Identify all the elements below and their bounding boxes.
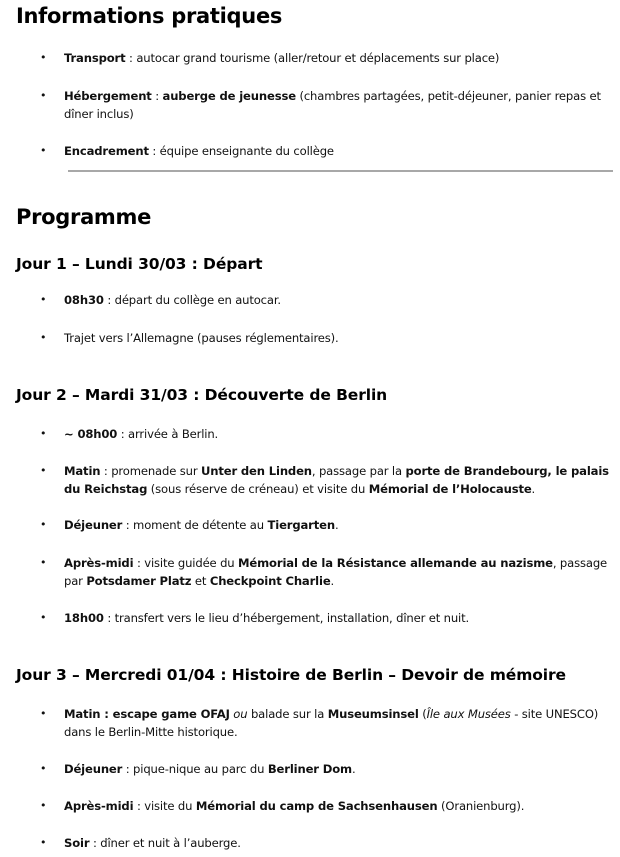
text: . — [351, 762, 356, 776]
list-item-hebergement: • Hébergement : auberge de jeunesse (chambres partagées, petit-déjeuner, panier repas et dîner inclus) — [40, 89, 601, 121]
bold-text: porte de Brandebourg, le palais du Reichstag — [64, 464, 609, 496]
bullet-icon: • — [40, 707, 47, 720]
list-item: • 18h00 : transfert vers le lieu d’hébergement, installation, dîner et nuit. — [40, 611, 470, 625]
text: : visite guidée du — [133, 556, 239, 570]
bold-text: Matin : escape game OFAJ — [64, 707, 230, 721]
text: : promenade sur — [100, 464, 201, 478]
bullet-icon: • — [40, 836, 47, 849]
list-item-encadrement: • Encadrement : équipe enseignante du collège — [40, 144, 334, 158]
text: : dîner et nuit à l’auberge. — [89, 836, 241, 850]
horizontal-divider — [68, 170, 613, 172]
bullet-icon: • — [40, 556, 47, 569]
bullet-icon: • — [40, 799, 47, 812]
bold-text: Mémorial du camp de Sachsenhausen — [195, 799, 438, 813]
section-title-informations: Informations pratiques — [16, 4, 283, 28]
bold-text: Après-midi — [64, 556, 134, 570]
text: : moment de détente au — [122, 518, 268, 532]
text: (sous réserve de créneau) et visite du — [147, 482, 369, 496]
list-item — [40, 462, 616, 498]
bold-text: Après-midi — [64, 799, 134, 813]
list-item — [40, 516, 616, 534]
list-item — [40, 760, 616, 778]
text: balade sur la — [247, 707, 328, 721]
bold-text: Déjeuner — [64, 518, 123, 532]
section-title-programme: Programme — [16, 205, 152, 229]
day-heading-2: Jour 2 – Mardi 31/03 : Découverte de Berlin — [16, 386, 388, 404]
bold-text: Tiergarten — [267, 518, 335, 532]
text: : visite du — [133, 799, 196, 813]
bold-text: Mémorial de la Résistance allemande au nazisme — [238, 556, 553, 570]
text: , passage par — [64, 556, 608, 588]
bold-text: Matin — [64, 464, 101, 478]
list-item: • Trajet vers l’Allemagne (pauses réglementaires). — [40, 331, 339, 345]
text: . — [531, 482, 536, 496]
day-heading-1: Jour 1 – Lundi 30/03 : Départ — [16, 255, 263, 273]
list-item — [40, 554, 616, 590]
bold-text: Checkpoint Charlie — [209, 574, 331, 588]
list-item: • ~ 08h00 : arrivée à Berlin. — [40, 427, 219, 441]
text: et — [191, 574, 210, 588]
bold-text: Déjeuner — [64, 762, 123, 776]
list-item — [40, 834, 616, 852]
bold-text: Soir — [64, 836, 90, 850]
bullet-icon: • — [40, 611, 47, 624]
bold-text: Museumsinsel — [327, 707, 419, 721]
bullet-icon: • — [40, 331, 47, 344]
bullet-icon: • — [40, 518, 47, 531]
bold-text: Potsdamer Platz — [86, 574, 192, 588]
bold-text: Unter den Linden — [200, 464, 312, 478]
italic-text: Île aux Musées — [426, 707, 511, 721]
bullet-icon: • — [40, 51, 47, 64]
text: ( — [418, 707, 427, 721]
bullet-icon: • — [40, 293, 47, 306]
text: (Oranienburg). — [437, 799, 525, 813]
list-item — [40, 705, 616, 741]
bold-text: Mémorial de l’Holocauste — [368, 482, 532, 496]
text: , passage par la — [311, 464, 406, 478]
list-item: • 08h30 : départ du collège en autocar. — [40, 293, 281, 307]
text: - site UNESCO) dans le Berlin-Mitte historique. — [64, 707, 599, 739]
bullet-icon: • — [40, 144, 47, 157]
list-item-transport: • Transport : autocar grand tourisme (aller/retour et déplacements sur place) — [40, 51, 500, 65]
bullet-icon: • — [40, 762, 47, 775]
text: : pique-nique au parc du — [122, 762, 268, 776]
bullet-icon: • — [40, 427, 47, 440]
bold-text: Berliner Dom — [267, 762, 352, 776]
list-item — [40, 797, 616, 815]
text: . — [334, 518, 339, 532]
text: . — [330, 574, 335, 588]
bullet-icon: • — [40, 464, 47, 477]
day-heading-3: Jour 3 – Mercredi 01/04 : Histoire de Berlin – Devoir de mémoire — [16, 666, 566, 684]
italic-text: ou — [233, 707, 248, 721]
bullet-icon: • — [40, 89, 47, 102]
